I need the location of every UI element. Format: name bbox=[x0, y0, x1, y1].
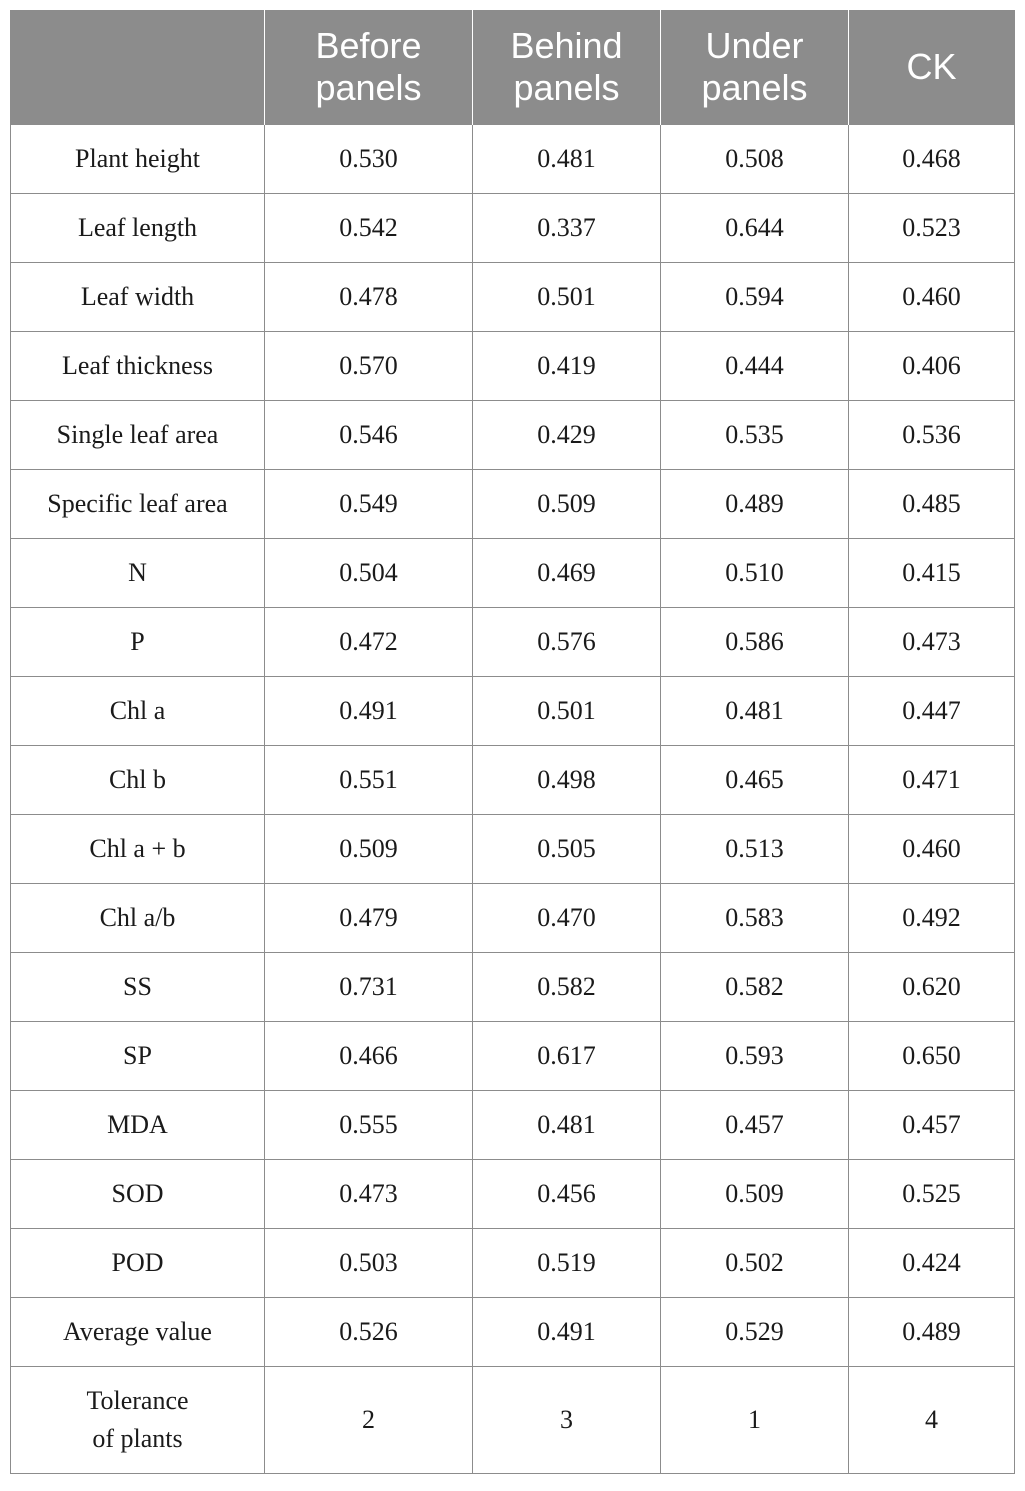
row-label bbox=[11, 1298, 265, 1367]
table-cell: 0.466 bbox=[265, 1022, 473, 1091]
table-cell: 0.644 bbox=[661, 194, 849, 263]
table-row bbox=[11, 815, 1015, 884]
table-cell: 3 bbox=[473, 1367, 661, 1474]
table-cell: 0.570 bbox=[265, 332, 473, 401]
table-row bbox=[11, 1091, 1015, 1160]
table-cell: 0.526 bbox=[265, 1298, 473, 1367]
table-cell: 0.525 bbox=[849, 1160, 1015, 1229]
header-line: panels bbox=[701, 67, 808, 108]
table-cell: 0.337 bbox=[473, 194, 661, 263]
table-cell: 0.617 bbox=[473, 1022, 661, 1091]
row-label-line: Specific leaf area bbox=[47, 489, 228, 518]
row-label bbox=[11, 539, 265, 608]
row-label bbox=[11, 332, 265, 401]
table-cell: 0.504 bbox=[265, 539, 473, 608]
table-row bbox=[11, 125, 1015, 194]
table-row bbox=[11, 1022, 1015, 1091]
table-row bbox=[11, 1367, 1015, 1474]
header-row bbox=[11, 10, 1015, 125]
table-cell: 0.457 bbox=[849, 1091, 1015, 1160]
table-cell: 0.447 bbox=[849, 677, 1015, 746]
table-cell: 0.465 bbox=[661, 746, 849, 815]
table-row bbox=[11, 401, 1015, 470]
table-cell: 0.542 bbox=[265, 194, 473, 263]
row-label bbox=[11, 953, 265, 1022]
table-row bbox=[11, 263, 1015, 332]
table-cell: 0.620 bbox=[849, 953, 1015, 1022]
table-cell: 0.456 bbox=[473, 1160, 661, 1229]
header-before-panels bbox=[265, 10, 473, 125]
table-cell: 2 bbox=[265, 1367, 473, 1474]
table-cell: 0.530 bbox=[265, 125, 473, 194]
header-corner bbox=[11, 10, 265, 125]
header-line: panels bbox=[315, 67, 422, 108]
table-cell: 0.509 bbox=[473, 470, 661, 539]
row-label-line: Leaf thickness bbox=[62, 351, 213, 380]
table-cell: 0.503 bbox=[265, 1229, 473, 1298]
table-cell: 0.469 bbox=[473, 539, 661, 608]
row-label-line: Plant height bbox=[75, 144, 200, 173]
table-row bbox=[11, 746, 1015, 815]
header-line: Before bbox=[315, 25, 422, 66]
table-row bbox=[11, 884, 1015, 953]
table-row bbox=[11, 194, 1015, 263]
row-label bbox=[11, 1091, 265, 1160]
table-cell: 0.509 bbox=[661, 1160, 849, 1229]
table-cell: 0.501 bbox=[473, 677, 661, 746]
table-cell: 0.473 bbox=[849, 608, 1015, 677]
header-line: Under bbox=[705, 25, 804, 66]
header-ck bbox=[849, 10, 1015, 125]
header-behind-panels bbox=[473, 10, 661, 125]
row-label-line: Chl a + b bbox=[89, 834, 186, 863]
table-cell: 0.468 bbox=[849, 125, 1015, 194]
row-label-line: Leaf width bbox=[80, 282, 195, 311]
table-row bbox=[11, 953, 1015, 1022]
table-cell: 0.429 bbox=[473, 401, 661, 470]
table-row bbox=[11, 677, 1015, 746]
table-cell: 0.582 bbox=[661, 953, 849, 1022]
table-cell: 0.419 bbox=[473, 332, 661, 401]
table-cell: 0.731 bbox=[265, 953, 473, 1022]
table-cell: 0.472 bbox=[265, 608, 473, 677]
table-row bbox=[11, 1160, 1015, 1229]
header-line: Behind bbox=[510, 25, 623, 66]
table-cell: 0.510 bbox=[661, 539, 849, 608]
table-cell: 0.593 bbox=[661, 1022, 849, 1091]
table-cell: 0.513 bbox=[661, 815, 849, 884]
row-label bbox=[11, 194, 265, 263]
table-cell: 0.481 bbox=[661, 677, 849, 746]
table-cell: 0.551 bbox=[265, 746, 473, 815]
table-row bbox=[11, 470, 1015, 539]
row-label-line: MDA bbox=[107, 1110, 168, 1139]
table-cell: 0.470 bbox=[473, 884, 661, 953]
table-cell: 0.481 bbox=[473, 1091, 661, 1160]
table-cell: 0.505 bbox=[473, 815, 661, 884]
table-cell: 0.529 bbox=[661, 1298, 849, 1367]
row-label-line: P bbox=[130, 627, 145, 656]
table-cell: 0.546 bbox=[265, 401, 473, 470]
table-cell: 0.508 bbox=[661, 125, 849, 194]
row-label-line: Chl a bbox=[109, 696, 166, 725]
row-label bbox=[11, 470, 265, 539]
row-label-line: SOD bbox=[111, 1179, 164, 1208]
table-row bbox=[11, 1229, 1015, 1298]
row-label-line: Tolerance bbox=[86, 1386, 189, 1415]
row-label bbox=[11, 1022, 265, 1091]
table-cell: 0.406 bbox=[849, 332, 1015, 401]
header-under-panels bbox=[661, 10, 849, 125]
table-cell: 0.492 bbox=[849, 884, 1015, 953]
table-cell: 0.501 bbox=[473, 263, 661, 332]
header-line: panels bbox=[513, 67, 620, 108]
row-label-line: POD bbox=[111, 1248, 164, 1277]
row-label-line: of plants bbox=[92, 1424, 183, 1453]
table-cell: 0.523 bbox=[849, 194, 1015, 263]
table-cell: 0.502 bbox=[661, 1229, 849, 1298]
table-cell: 0.460 bbox=[849, 263, 1015, 332]
row-label-line: Single leaf area bbox=[56, 420, 219, 449]
row-label bbox=[11, 1229, 265, 1298]
row-label bbox=[11, 1160, 265, 1229]
table-header bbox=[11, 10, 1015, 125]
table-cell: 0.583 bbox=[661, 884, 849, 953]
table-row bbox=[11, 608, 1015, 677]
row-label-line: Chl b bbox=[108, 765, 167, 794]
table-cell: 0.509 bbox=[265, 815, 473, 884]
table-row bbox=[11, 332, 1015, 401]
row-label bbox=[11, 884, 265, 953]
table-cell: 0.555 bbox=[265, 1091, 473, 1160]
row-label bbox=[11, 125, 265, 194]
table-cell: 0.491 bbox=[265, 677, 473, 746]
table-cell: 0.549 bbox=[265, 470, 473, 539]
table-cell: 0.457 bbox=[661, 1091, 849, 1160]
row-label-line: Average value bbox=[63, 1317, 212, 1346]
row-label bbox=[11, 815, 265, 884]
row-label-line: N bbox=[128, 558, 147, 587]
table-cell: 0.576 bbox=[473, 608, 661, 677]
row-label bbox=[11, 746, 265, 815]
table-cell: 0.424 bbox=[849, 1229, 1015, 1298]
row-label-line: SP bbox=[123, 1041, 152, 1070]
table-cell: 0.444 bbox=[661, 332, 849, 401]
row-label bbox=[11, 1367, 265, 1474]
table-body bbox=[11, 125, 1015, 1474]
table-cell: 1 bbox=[661, 1367, 849, 1474]
table-row bbox=[11, 539, 1015, 608]
table-cell: 0.535 bbox=[661, 401, 849, 470]
table-cell: 0.473 bbox=[265, 1160, 473, 1229]
table-cell: 0.478 bbox=[265, 263, 473, 332]
table-cell: 0.519 bbox=[473, 1229, 661, 1298]
row-label-line: SS bbox=[123, 972, 152, 1001]
table-cell: 0.582 bbox=[473, 953, 661, 1022]
table-cell: 0.536 bbox=[849, 401, 1015, 470]
row-label bbox=[11, 401, 265, 470]
data-table bbox=[10, 10, 1015, 1474]
table-cell: 0.415 bbox=[849, 539, 1015, 608]
row-label bbox=[11, 677, 265, 746]
table-cell: 0.498 bbox=[473, 746, 661, 815]
table-cell: 0.479 bbox=[265, 884, 473, 953]
table-cell: 0.489 bbox=[849, 1298, 1015, 1367]
row-label-line: Chl a/b bbox=[99, 903, 176, 932]
header-line: CK bbox=[906, 46, 957, 87]
table-cell: 0.586 bbox=[661, 608, 849, 677]
table-row bbox=[11, 1298, 1015, 1367]
row-label bbox=[11, 263, 265, 332]
table-cell: 0.650 bbox=[849, 1022, 1015, 1091]
table-cell: 0.489 bbox=[661, 470, 849, 539]
table-cell: 0.485 bbox=[849, 470, 1015, 539]
row-label-line: Leaf length bbox=[77, 213, 198, 242]
table-cell: 0.594 bbox=[661, 263, 849, 332]
table-cell: 0.491 bbox=[473, 1298, 661, 1367]
table-cell: 0.471 bbox=[849, 746, 1015, 815]
table-cell: 4 bbox=[849, 1367, 1015, 1474]
table-cell: 0.481 bbox=[473, 125, 661, 194]
table-cell: 0.460 bbox=[849, 815, 1015, 884]
row-label bbox=[11, 608, 265, 677]
